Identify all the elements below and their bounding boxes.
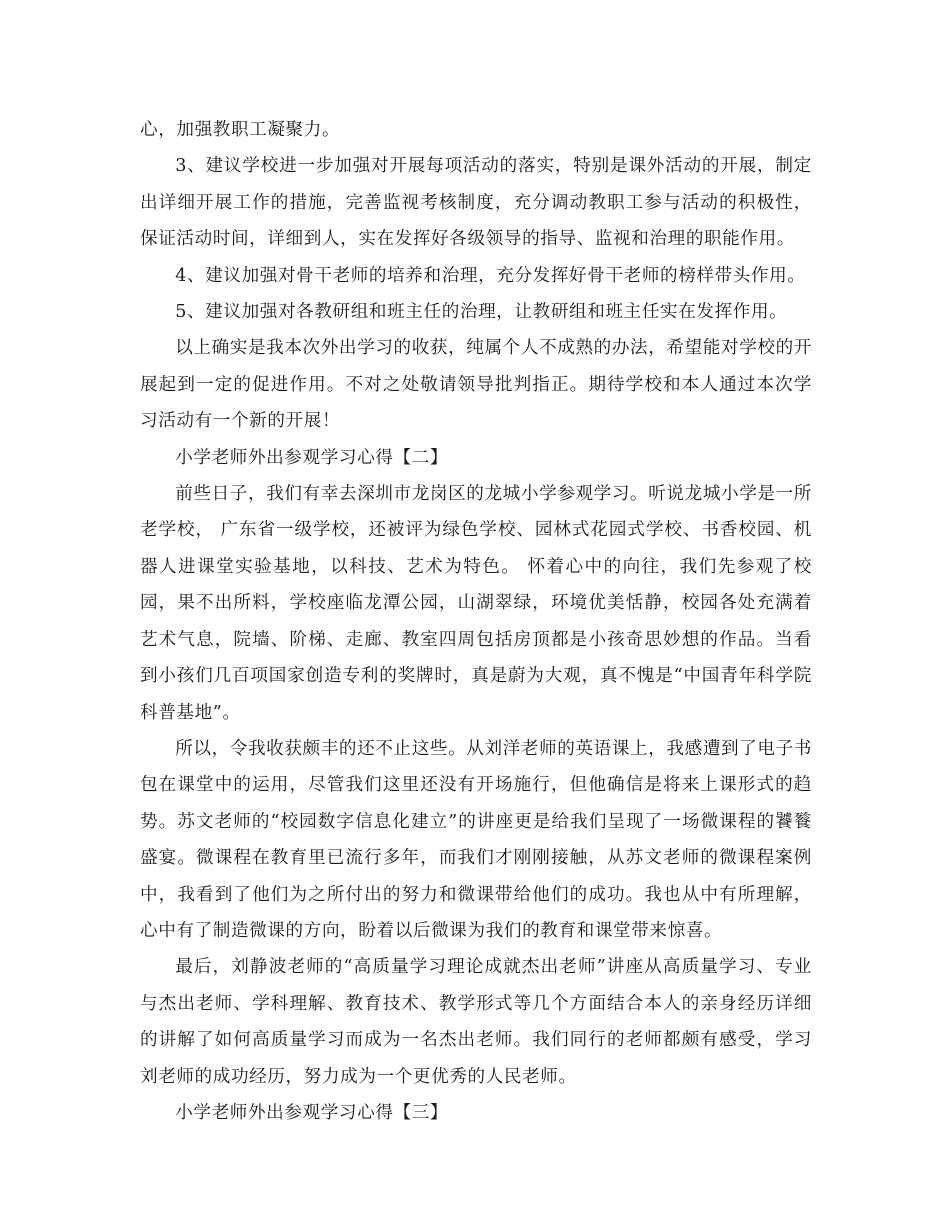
- paragraph-visit-intro: 前些日子，我们有幸去深圳市龙岗区的龙城小学参观学习。听说龙城小学是一所老学校， 广东省一级学校，还被评为绿色学校、园林式花园式学校、书香校园、机器人进课堂实验基地，以科技、艺术为特色。 怀着心中的向往，我们先参观了校园，果不出所料，学校座临龙潭公园，山湖翠绿，环境优美恬静，校园各处充满着艺术气息，院墙、阶梯、走廊、教室四周包括房顶都是小孩奇思妙想的作品。当看到小孩们几百项国家创造专利的奖牌时，真是蔚为大观，真不愧是“中国青年科学院科普基地”。: [140, 484, 812, 723]
- paragraph-suggestion-4: 4、建议加强对骨干老师的培养和治理，充分发挥好骨干老师的榜样带头作用。: [175, 265, 806, 286]
- paragraph-conclusion: 以上确实是我本次外出学习的收获，纯属个人不成熟的办法，希望能对学校的开展起到一定的促进作用。不对之处敬请领导批判指正。期待学校和本人通过本次学习活动有一个新的开展！: [140, 338, 812, 432]
- section-heading-2: 小学老师外出参观学习心得【二】: [175, 447, 449, 468]
- paragraph-lessons: 所以，令我收获颇丰的还不止这些。从刘洋老师的英语课上，我感遭到了电子书包在课堂中的运用，尽管我们这里还没有开场施行，但他确信是将来上课形式的趋势。苏文老师的“校园数字信息化建立”的讲座更是给我们呈现了一场微课程的饕餮盛宴。微课程在教育里已流行多年，而我们才刚刚接触，从苏文老师的微课程案例中，我看到了他们为之所付出的努力和微课带给他们的成功。我也从中有所理解，心中有了制造微课的方向，盼着以后微课为我们的教育和课堂带来惊喜。: [140, 738, 812, 941]
- document-body: [140, 112, 812, 1131]
- paragraph-lecture: 最后，刘静波老师的“高质量学习理论成就杰出老师”讲座从高质量学习、专业与杰出老师、学科理解、教育技术、教学形式等几个方面结合本人的亲身经历详细的讲解了如何高质量学习而成为一名杰出老师。我们同行的老师都颇有感受，学习刘老师的成功经历，努力成为一个更优秀的人民老师。: [140, 957, 812, 1087]
- paragraph-continuation: 心，加强教职工凝聚力。: [140, 120, 341, 140]
- paragraph-suggestion-3: 3、建议学校进一步加强对开展每项活动的落实，特别是课外活动的开展，制定出详细开展工作的措施，完善监视考核制度，充分调动教职工参与活动的积极性，保证活动时间，详细到人，实在发挥好各级领导的指导、监视和治理的职能作用。: [140, 156, 812, 250]
- section-heading-3: 小学老师外出参观学习心得【三】: [175, 1102, 449, 1123]
- paragraph-suggestion-5: 5、建议加强对各教研组和班主任的治理，让教研组和班主任实在发挥作用。: [175, 302, 788, 323]
